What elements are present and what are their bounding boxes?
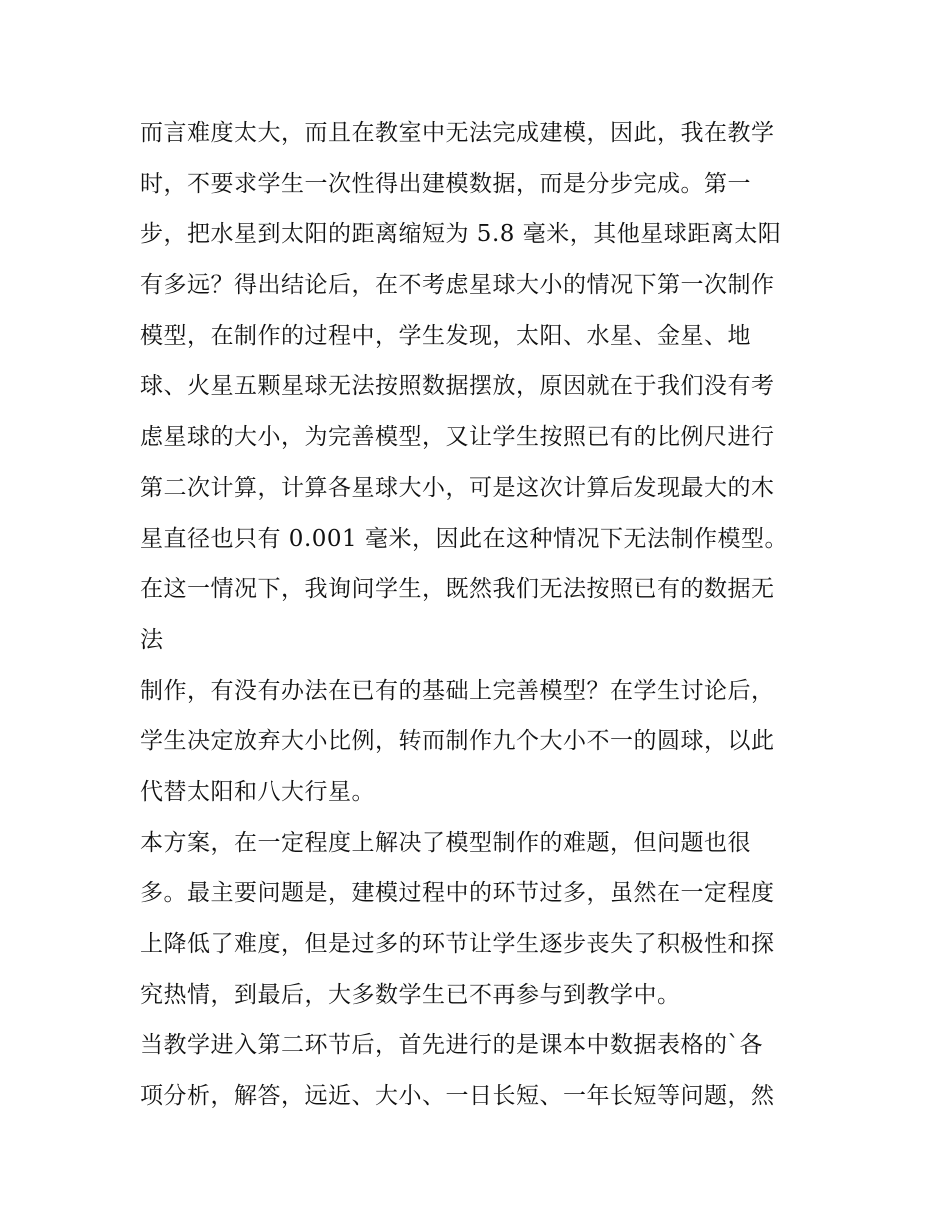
text-line: 当教学进入第二环节后，首先进行的是课本中数据表格的`各 — [140, 1032, 763, 1059]
text-line: 制作，有没有办法在已有的基础上完善模型？在学生讨论后， — [140, 677, 775, 704]
text-line: 究热情，到最后，大多数学生已不再参与到教学中。 — [140, 981, 681, 1008]
text-line: 本方案，在一定程度上解决了模型制作的难题，但问题也很 — [140, 829, 751, 856]
text-line: 虑星球的大小，为完善模型，又让学生按照已有的比例尺进行 — [140, 424, 775, 451]
body-text — [140, 108, 820, 1122]
text-line: 学生决定放弃大小比例，转而制作九个大小不一的圆球，以此 — [140, 728, 775, 755]
text-line: 模型，在制作的过程中，学生发现，太阳、水星、金星、地 — [140, 322, 751, 349]
text-line: 上降低了难度，但是过多的环节让学生逐步丧失了积极性和探 — [140, 931, 775, 957]
text-line: 多。最主要问题是，建模过程中的环节过多，虽然在一定程度 — [140, 880, 775, 907]
text-line: 时，不要求学生一次性得出建模数据，而是分步完成。第一 — [140, 170, 751, 197]
text-line: 代替太阳和八大行星。 — [140, 778, 375, 805]
text-line: 第二次计算，计算各星球大小，可是这次计算后发现最大的木 — [140, 474, 775, 501]
text-line: 有多远？得出结论后，在不考虑星球大小的情况下第一次制作 — [140, 272, 775, 299]
text-line: 法 — [140, 626, 164, 653]
text-line: 而言难度太大，而且在教室中无法完成建模，因此，我在教学 — [140, 120, 775, 146]
text-line: 在这一情况下，我询问学生，既然我们无法按照已有的数据无 — [140, 576, 775, 603]
text-line: 球、火星五颗星球无法按照数据摆放，原因就在于我们没有考 — [140, 373, 775, 400]
text-line: 项分析，解答，远近、大小、一日长短、一年长短等问题，然 — [140, 1083, 775, 1110]
text-line: 步，把水星到太阳的距离缩短为 5.8 毫米，其他星球距离太阳 — [140, 221, 782, 248]
text-line: 星直径也只有 0.001 毫米，因此在这种情况下无法制作模型。 — [140, 525, 788, 552]
